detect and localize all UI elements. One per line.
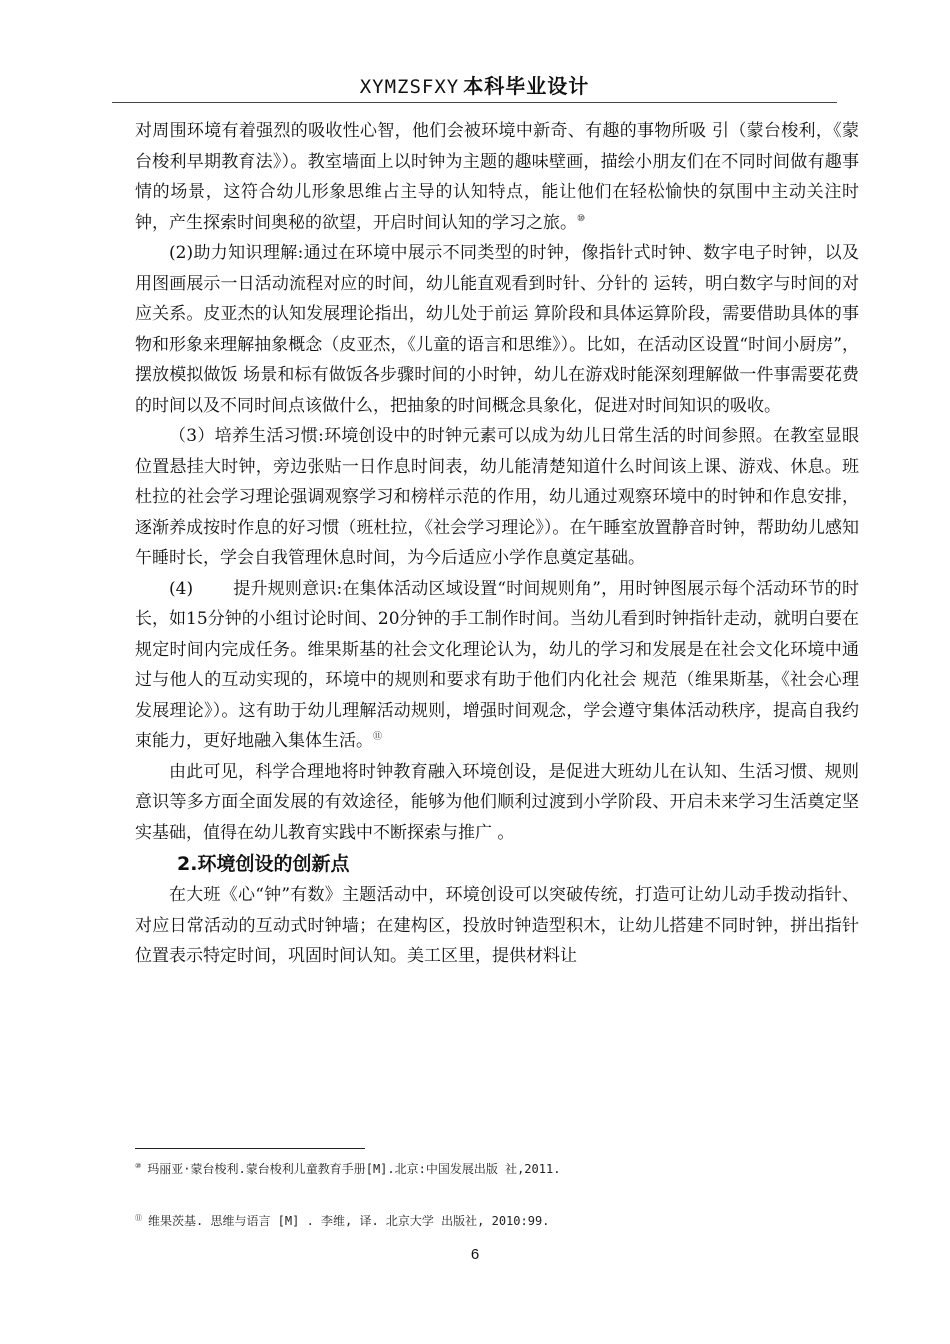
paragraph-3: （3）培养生活习惯:环境创设中的时钟元素可以成为幼儿日常生活的时间参照。在教室显眼位置悬挂大时钟，旁边张贴一日作息时间表，幼儿能清楚知道什么时间该上课、游戏、休息。班杜拉的社会学习理论强调观察学习和榜样示范的作用，幼儿通过观察环境中的时钟和作息安排，逐渐养成按时作息的好习惯（班杜拉，《社会学习理论》）。在午睡室放置静音时钟，帮助幼儿感知午睡时长，学会自我管理休息时间，为今后适应小学作息奠定基础。 [135,426,859,568]
item-4-label: (4) [169,578,194,599]
footnote-10: ⑩ 玛丽亚·蒙台梭利.蒙台梭利儿童教育手册[M].北京:中国发展出版 社,2011. [135,1162,561,1176]
header-school: XYMZSFXY [359,76,460,98]
paragraph-4: (4) 提升规则意识:在集体活动区域设置“时间规则角”，用时钟图展示每个活动环节的时长，如15分钟的小组讨论时间、20分钟的手工制作时间。当幼儿看到时钟指针走动，就明白要在规定时间内完成任务。维果斯基的社会文化理论认为，幼儿的学习和发展是在社会文化环境中通过与他人的互动实现的，环境中的规则和要求有助于他们内化社会 规范（维果斯基，《社会心理发展理论》）。这有助于幼儿理解活动规则，增强时间观念，学会遵守集体活动秩序，提高自我约束能力，更好地融入集体生活。⑪ [135,578,859,751]
paragraph-1: 对周围环境有着强烈的吸收性心智，他们会被环境中新奇、有趣的事物所吸 引（蒙台梭利，《蒙台梭利早期教育法》）。教室墙面上以时钟为主题的趣味壁画，描绘小朋友们在不同时间做有趣事情的场景，这符合幼儿形象思维占主导的认知特点，能让他们在轻松愉快的氛围中主动关注时钟，产生探索时间奥秘的欲望，开启时间认知的学习之旅。⑩ [135,121,859,233]
paragraph-2: (2)助力知识理解:通过在环境中展示不同类型的时钟，像指针式时钟、数字电子时钟，以及用图画展示一日活动流程对应的时间，幼儿能直观看到时针、分针的 运转，明白数字与时间的对应关系。皮亚杰的认知发展理论指出，幼儿处于前运 算阶段和具体运算阶段，需要借助具体的事物和形象来理解抽象概念（皮亚杰，《儿童的语言和思维》）。比如，在活动区设置“时间小厨房”，摆放模拟做饭 场景和标有做饭各步骤时间的小时钟，幼儿在游戏时能深刻理解做一件事需要花费的时间以及不同时间点该做什么，把抽象的时间概念具象化，促进对时间知识的吸收。 [135,243,859,416]
page-number: 6 [470,1246,480,1263]
footnote-rule [135,1148,365,1149]
footnote-ref-11: ⑪ [373,732,383,742]
footnote-11: ⑪ 维果茨基. 思维与语言 [M] . 李维, 译. 北京大学 出版社, 2010:99. [135,1214,550,1228]
paragraph-5: 由此可见，科学合理地将时钟教育融入环境创设，是促进大班幼儿在认知、生活习惯、规则意识等多方面全面发展的有效途径，能够为他们顺利过渡到小学阶段、开启未来学习生活奠定坚实基础，值得在幼儿教育实践中不断探索与推广 。 [135,761,859,843]
header-rule [112,102,837,103]
body-text [135,116,859,972]
paragraph-6: 在大班《心“钟”有数》主题活动中，环境创设可以突破传统，打造可让幼儿动手拨动指针、对应日常活动的互动式时钟墙；在建构区，投放时钟造型积木，让幼儿搭建不同时钟，拼出指针位置表示特定时间，巩固时间认知。美工区里，提供材料让 [135,885,859,966]
section-heading: 2.环境创设的创新点 [177,853,350,875]
footnote-ref-10: ⑩ [577,213,586,224]
running-header [112,70,837,99]
header-title: 本科毕业设计 [463,74,590,98]
